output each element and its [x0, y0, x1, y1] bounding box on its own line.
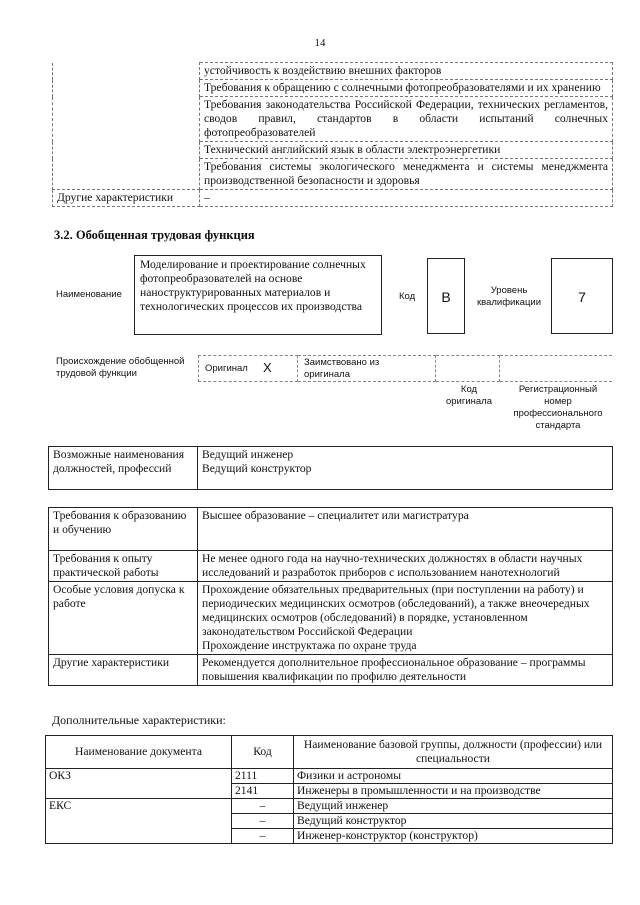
- requirements-table: [48, 507, 613, 686]
- positions-values: [198, 447, 613, 490]
- code-cell: –: [232, 829, 294, 844]
- row-label: [53, 63, 200, 80]
- req-label: Другие характеристики: [49, 655, 198, 686]
- header-doc: Наименование документа: [46, 736, 232, 769]
- req-text: Рекомендуется дополнительное профессиональное образование – программы повышения квалификации по профилю деятельности: [198, 655, 613, 686]
- doc-cell: ЕКС: [46, 799, 232, 814]
- table-row: [46, 814, 613, 829]
- code-label: Код: [399, 291, 416, 302]
- borrowed-box: [298, 355, 436, 382]
- req-text: Прохождение обязательных предварительных (при поступлении на работу) и периодических медицинских осмотров (обследований), а также внеочередных медицинских осмотров (обследований) в порядке, установленном законодательством Российской Федерации: [202, 583, 590, 638]
- name-cell: Инженеры в промышленности и на производстве: [294, 784, 613, 799]
- level-value: 7: [578, 289, 586, 305]
- table-row: [53, 63, 613, 80]
- name-cell: Инженер-конструктор (конструктор): [294, 829, 613, 844]
- row-label: [53, 142, 200, 159]
- table-row: [49, 508, 613, 551]
- function-name-box: [134, 255, 382, 335]
- table-row: [53, 97, 613, 142]
- table-row: [53, 142, 613, 159]
- doc-cell: [46, 829, 232, 844]
- positions-table: [48, 446, 613, 490]
- table-header-row: [46, 736, 613, 769]
- table-row: [46, 829, 613, 844]
- code-value: B: [441, 289, 451, 305]
- positions-label: Возможные наименования должностей, профессий: [49, 447, 198, 490]
- name-cell: Ведущий конструктор: [294, 814, 613, 829]
- row-label: [53, 159, 200, 190]
- row-text: устойчивость к воздействию внешних факторов: [200, 63, 613, 80]
- page-number: 14: [314, 37, 326, 49]
- req-text: Высшее образование – специалитет или магистратура: [198, 508, 613, 551]
- original-label: Оригинал: [205, 363, 248, 374]
- additional-title: Дополнительные характеристики:: [52, 713, 226, 727]
- header-name: Наименование базовой группы, должности (профессии) или специальности: [294, 736, 613, 769]
- row-text: –: [200, 190, 613, 207]
- function-name-value: Моделирование и проектирование солнечных фотопреобразователей на основе наноструктурированных материалов и технологических процессов их производства: [140, 258, 366, 313]
- code-cell: –: [232, 814, 294, 829]
- additional-table: [45, 735, 613, 844]
- position-item: Ведущий конструктор: [202, 462, 312, 475]
- table-row: [49, 655, 613, 686]
- row-label: [53, 97, 200, 142]
- code-cell: 2111: [232, 769, 294, 784]
- table-row: [46, 799, 613, 814]
- req-label: Требования к опыту практической работы: [49, 551, 198, 582]
- position-item: Ведущий инженер: [202, 448, 294, 461]
- name-cell: Физики и астрономы: [294, 769, 613, 784]
- row-label: [53, 80, 200, 97]
- name-cell: Ведущий инженер: [294, 799, 613, 814]
- continuation-table: [52, 62, 613, 207]
- row-label: Другие характеристики: [53, 190, 200, 207]
- code-cell: 2141: [232, 784, 294, 799]
- req-text-group: [198, 582, 613, 655]
- row-text: Требования к обращению с солнечными фотопреобразователями и их хранению: [200, 80, 613, 97]
- doc-cell: [46, 784, 232, 799]
- row-text: Требования системы экологического менеджмента и системы менеджмента производственной безопасности и здоровья: [200, 159, 613, 190]
- table-row: [53, 159, 613, 190]
- req-label: Требования к образованию и обучению: [49, 508, 198, 551]
- table-row: [53, 80, 613, 97]
- reg-number-caption: Регистрационный номер профессионального стандарта: [513, 384, 603, 431]
- level-label: Уровень квалификации: [476, 285, 542, 308]
- code-original-caption: Код оригинала: [445, 384, 492, 407]
- level-box: [551, 258, 613, 334]
- table-row: [49, 551, 613, 582]
- req-label: Особые условия допуска к работе: [49, 582, 198, 655]
- name-label: Наименование: [56, 289, 122, 300]
- row-text: Технический английский язык в области электроэнергетики: [200, 142, 613, 159]
- req-text-2: Прохождение инструктажа по охране труда: [202, 639, 417, 652]
- row-text: Требования законодательства Российской Федерации, технических регламентов, сводов правил, стандартов в области испытаний солнечных фотопреобразователей: [200, 97, 613, 142]
- table-row: [46, 784, 613, 799]
- req-text: Не менее одного года на научно-технических должностях в области научных исследований и разработок приборов с использованием нанотехнологий: [198, 551, 613, 582]
- table-row: [53, 190, 613, 207]
- doc-cell: ОКЗ: [46, 769, 232, 784]
- code-cell: –: [232, 799, 294, 814]
- code-original-box: [436, 355, 500, 382]
- code-box: [427, 258, 465, 334]
- table-row: [49, 447, 613, 490]
- table-row: [46, 769, 613, 784]
- origin-box: [198, 355, 298, 382]
- doc-cell: [46, 814, 232, 829]
- origin-label: Происхождение обобщенной трудовой функции: [56, 356, 185, 379]
- section-heading: 3.2. Обобщенная трудовая функция: [54, 228, 255, 242]
- table-row: [49, 582, 613, 655]
- original-mark: X: [263, 360, 272, 375]
- borrowed-label: Заимствовано из оригинала: [304, 357, 380, 380]
- reg-number-box: [500, 355, 612, 382]
- header-code: Код: [232, 736, 294, 769]
